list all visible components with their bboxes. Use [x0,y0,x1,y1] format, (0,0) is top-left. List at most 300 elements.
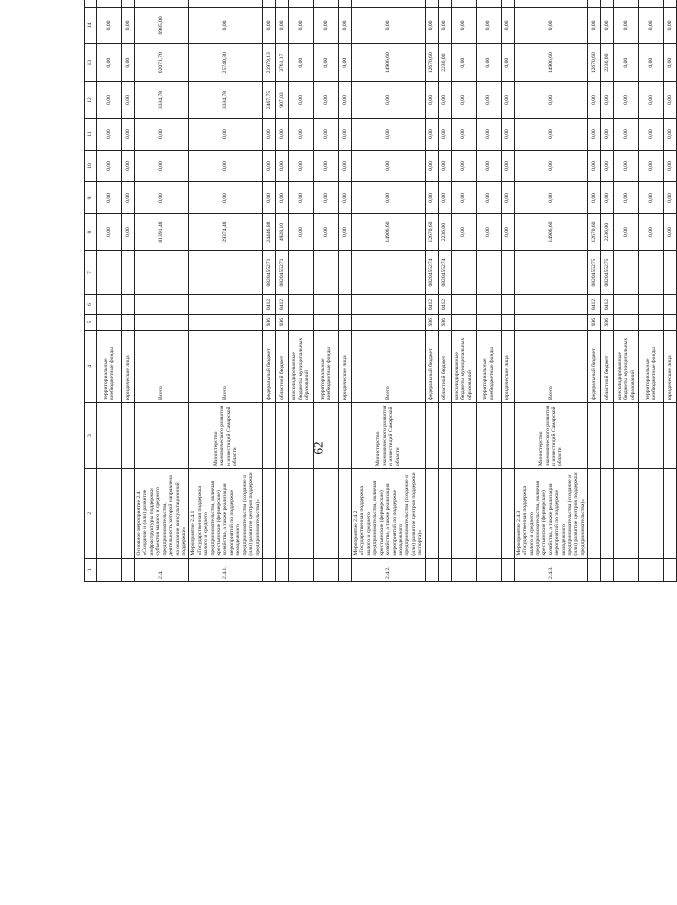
table-cell [276,0,289,7]
table-cell [189,250,263,295]
table-cell [263,558,276,581]
table-cell: 4928,10 [276,214,289,250]
table-cell: 0,00 [639,82,664,118]
table-cell [476,469,501,559]
table-cell [451,403,476,469]
table-cell: 0,00 [514,118,588,150]
table-cell [476,0,501,7]
table-cell: территориальные внебюджетные фонды [314,330,339,402]
table-row [352,0,426,582]
table-row [189,0,263,582]
table-cell [614,469,639,559]
table-cell: 907,03 [276,82,289,118]
table-cell [339,295,352,314]
table-cell: 2.4.1. [189,558,263,581]
table-cell: 0,00 [514,182,588,214]
column-number-header: 5 [85,314,97,330]
table-cell: 6985,00 [135,7,189,43]
table-cell [135,250,189,295]
table-cell: 0,00 [135,118,189,150]
table-cell: 0,00 [451,44,476,82]
table-cell [639,0,664,7]
table-cell [122,295,135,314]
table-cell: юридические лица [339,330,352,402]
table-cell: 0412 [263,295,276,314]
table-cell [664,0,677,7]
table-cell: 0,00 [263,7,276,43]
column-number-header: 4 [85,330,97,402]
table-cell [289,295,314,314]
table-cell: 0,00 [501,7,514,43]
table-cell: 29374,48 [189,214,263,250]
table-cell: 0,00 [451,82,476,118]
table-cell: 2236,00 [601,44,614,82]
table-cell [122,558,135,581]
table-cell: 12670,60 [425,44,438,82]
table-cell: Мероприятие 2.4.1 «Государственная поддержка малого и среднего предпринимательства, включая крестьянские (фермерские) хозяйства, а также реализация мероприятий по поддержке молодежного предпринимательства (создание и (или) развитие центров поддержки предпринимательства)» [189,469,263,559]
table-cell: 0,00 [97,7,122,43]
table-cell [352,250,426,295]
table-cell: 0,00 [501,82,514,118]
table-cell [501,314,514,330]
table-cell [339,314,352,330]
table-cell [352,295,426,314]
table-cell: Всего [189,330,263,402]
table-cell [614,558,639,581]
table-cell: 0,00 [339,182,352,214]
table-cell: 0,00 [314,150,339,182]
table-cell [451,295,476,314]
table-cell [476,558,501,581]
table-cell: 0,00 [501,182,514,214]
table-cell: 0412 [438,295,451,314]
table-cell [289,250,314,295]
table-cell [289,314,314,330]
table-cell [122,250,135,295]
table-cell: 0,00 [501,44,514,82]
table-cell: 0,00 [639,44,664,82]
table-cell: 0820455274 [438,250,451,295]
table-cell [501,558,514,581]
table-cell [614,0,639,7]
table-cell: 0412 [601,295,614,314]
table-cell: 3334,78 [189,82,263,118]
table-cell [263,469,276,559]
table-cell: Всего [135,330,189,402]
table-cell: 0,00 [514,82,588,118]
table-cell: 0,00 [438,82,451,118]
table-row [501,0,514,582]
table-cell [314,295,339,314]
table-cell: 0,00 [263,182,276,214]
table-row [639,0,664,582]
table-cell: 0,00 [289,214,314,250]
table-cell [314,403,339,469]
table-row [135,0,189,582]
table-cell [601,0,614,7]
table-cell [97,295,122,314]
table-cell: 0,00 [476,44,501,82]
table-cell: 0,00 [189,7,263,43]
table-cell: 0,00 [122,7,135,43]
table-cell [97,469,122,559]
table-cell: 0820455275 [601,250,614,295]
table-cell: юридические лица [122,330,135,402]
table-cell: 21979,13 [263,44,276,82]
table-cell: 0,00 [339,7,352,43]
table-cell: 936 [588,314,601,330]
table-cell: 0,00 [639,7,664,43]
table-cell [189,295,263,314]
table-cell: 0,00 [425,182,438,214]
table-cell: 0,00 [122,150,135,182]
table-cell: 0,00 [438,150,451,182]
table-row [263,0,276,582]
table-cell: 0820455271 [276,250,289,295]
table-cell: 0,00 [614,7,639,43]
table-cell: 0,00 [352,82,426,118]
table-cell: 0,00 [451,150,476,182]
table-cell: 0,00 [664,182,677,214]
table-cell: 0,00 [122,182,135,214]
table-cell: 0,00 [639,150,664,182]
table-cell: 936 [263,314,276,330]
table-cell [122,403,135,469]
table-cell [314,314,339,330]
table-cell [639,250,664,295]
table-cell: 0,00 [614,44,639,82]
table-cell [135,403,189,469]
table-cell [664,314,677,330]
table-cell [514,295,588,314]
table-cell: 0,00 [664,118,677,150]
table-cell: 0,00 [425,118,438,150]
table-cell: 0,00 [614,214,639,250]
table-cell [339,250,352,295]
table-cell [97,314,122,330]
table-cell: 0,00 [425,82,438,118]
table-cell: 0,00 [352,182,426,214]
table-cell: 0,00 [639,214,664,250]
table-cell [588,558,601,581]
table-cell [514,250,588,295]
table-cell [476,403,501,469]
table-cell: 0,00 [451,7,476,43]
table-cell: 0,00 [664,150,677,182]
table-cell: 0,00 [664,7,677,43]
table-cell: 0,00 [314,118,339,150]
table-cell: 0,00 [614,182,639,214]
table-row [97,0,122,582]
table-cell: 0,00 [664,44,677,82]
table-cell: 0,00 [122,44,135,82]
table-cell: 14906,60 [352,44,426,82]
table-cell [339,558,352,581]
table-cell: 81391,48 [135,214,189,250]
table-cell [122,314,135,330]
table-cell: 0,00 [289,118,314,150]
table-cell [122,0,135,7]
table-cell: 0,00 [263,118,276,150]
table-cell: 0,00 [639,182,664,214]
table-cell [339,469,352,559]
table-cell [438,403,451,469]
table-cell: 2467,75 [263,82,276,118]
table-cell: 0,00 [425,7,438,43]
table-cell: 0412 [425,295,438,314]
column-number-header: 12 [85,82,97,118]
column-number-header: 3 [85,403,97,469]
table-cell: 14906,60 [352,214,426,250]
table-cell: 0,00 [476,214,501,250]
table-cell: 0820455274 [425,250,438,295]
table-row [314,0,339,582]
table-cell [97,0,122,7]
table-cell [639,469,664,559]
table-cell: 2236,00 [438,44,451,82]
table-cell [451,0,476,7]
table-cell [135,295,189,314]
table-cell: 936 [438,314,451,330]
table-cell: 0,00 [314,214,339,250]
table-row [425,0,438,582]
table-cell: 0,00 [135,182,189,214]
table-cell: Министерство экономического развития и инвестиций Самарской области [352,403,426,469]
table-cell: 25740,30 [189,44,263,82]
table-cell [501,469,514,559]
table-cell: 2236,00 [601,214,614,250]
table-cell: консолидированные бюджеты муниципальных образований [451,330,476,402]
table-cell [514,0,588,7]
column-number-header: 1 [85,558,97,581]
table-cell: 12670,60 [425,214,438,250]
table-cell [352,314,426,330]
table-row [122,0,135,582]
table-cell: 2236,00 [438,214,451,250]
table-cell: 0,00 [601,118,614,150]
table-cell [639,295,664,314]
table-cell: 0,00 [289,150,314,182]
column-number-header: 13 [85,44,97,82]
table-cell: 0,00 [588,118,601,150]
table-cell: областной бюджет [438,330,451,402]
table-cell [601,469,614,559]
table-row [451,0,476,582]
table-cell [314,0,339,7]
table-cell: областной бюджет [601,330,614,402]
page-number: 62 [310,441,326,455]
table-cell: 0,00 [276,182,289,214]
table-cell [339,403,352,469]
table-row [614,0,639,582]
column-number-header: 8 [85,214,97,250]
table-cell [314,250,339,295]
table-cell: 0,00 [189,118,263,150]
table-cell: 0,00 [614,118,639,150]
table-cell [314,469,339,559]
table-cell [189,0,263,7]
table-cell: 0,00 [588,150,601,182]
table-cell [314,558,339,581]
table-cell: 0,00 [122,118,135,150]
table-cell [276,558,289,581]
table-cell: 0,00 [601,7,614,43]
table-cell: 2.4. [135,558,189,581]
table-cell [451,250,476,295]
budget-table [84,0,677,582]
column-number-header [85,0,97,7]
table-cell [263,0,276,7]
table-row [339,0,352,582]
table-cell: 0820455275 [588,250,601,295]
table-cell: 14906,60 [514,214,588,250]
table-cell: 0,00 [438,182,451,214]
table-cell [614,295,639,314]
table-cell: территориальные внебюджетные фонды [639,330,664,402]
table-cell [614,403,639,469]
table-cell: 0,00 [135,150,189,182]
table-cell [501,295,514,314]
table-cell: 3334,78 [135,82,189,118]
table-cell: Основное мероприятие 2.4 «Создание и (или) развитие инфраструктуры поддержки субъектов малого и среднего предпринимательства, деятельность которой направлена на оказание консультационной поддержки» [135,469,189,559]
table-cell: 0,00 [339,82,352,118]
table-cell [189,314,263,330]
table-row [438,0,451,582]
table-cell: 0,00 [476,150,501,182]
table-cell: консолидированные бюджеты муниципальных образований [289,330,314,402]
table-cell: 0,00 [289,182,314,214]
table-cell [438,469,451,559]
table-cell: 24446,88 [263,214,276,250]
column-number-header: 9 [85,182,97,214]
table-cell: Всего [352,330,426,402]
table-cell: 0,00 [289,44,314,82]
table-cell: Всего [514,330,588,402]
table-row [588,0,601,582]
table-cell: 0,00 [339,44,352,82]
table-cell: 0,00 [476,82,501,118]
table-cell: 0,00 [588,7,601,43]
table-row [664,0,677,582]
table-cell: 0,00 [501,214,514,250]
table-cell: юридические лица [501,330,514,402]
table-cell: 0,00 [263,150,276,182]
table-cell [501,250,514,295]
table-cell [122,469,135,559]
table-cell: 0,00 [314,182,339,214]
table-row [476,0,501,582]
table-cell: 0,00 [289,82,314,118]
table-cell: юридические лица [664,330,677,402]
table-wrapper [84,0,674,582]
table-cell: 0,00 [425,150,438,182]
table-cell: 62071,70 [135,44,189,82]
table-cell: 0412 [588,295,601,314]
table-row [276,0,289,582]
table-cell [476,314,501,330]
table-cell [664,295,677,314]
column-number-header: 10 [85,150,97,182]
table-cell: 0,00 [514,150,588,182]
table-cell: федеральный бюджет [425,330,438,402]
table-cell: 0,00 [339,118,352,150]
table-cell [588,0,601,7]
table-cell: 0,00 [588,82,601,118]
table-cell [476,295,501,314]
table-cell [664,250,677,295]
table-cell [276,469,289,559]
table-cell: 0,00 [189,182,263,214]
table-cell: 0,00 [97,118,122,150]
table-cell: 0,00 [476,118,501,150]
rotated-table-frame [84,16,674,846]
table-cell [664,558,677,581]
column-number-header: 7 [85,250,97,295]
table-cell [664,403,677,469]
table-cell [289,558,314,581]
table-cell: 0,00 [588,182,601,214]
table-cell [135,314,189,330]
table-cell [425,558,438,581]
table-cell: федеральный бюджет [588,330,601,402]
table-cell: 2.4.3. [514,558,588,581]
table-cell [639,403,664,469]
table-cell [501,0,514,7]
table-cell: 0,00 [97,214,122,250]
table-cell [289,469,314,559]
table-cell: 0,00 [451,182,476,214]
table-cell [588,469,601,559]
table-cell: 2.4.2. [352,558,426,581]
table-cell: 0,00 [601,82,614,118]
table-cell: 0,00 [276,150,289,182]
table-cell [451,469,476,559]
table-body [97,0,677,582]
table-cell [451,558,476,581]
table-cell: 0,00 [314,82,339,118]
table-cell [97,250,122,295]
table-cell: 936 [276,314,289,330]
table-cell: 0,00 [314,7,339,43]
table-cell [614,314,639,330]
table-cell: 0,00 [289,7,314,43]
table-cell [614,250,639,295]
table-cell: 0,00 [476,7,501,43]
column-number-header: 14 [85,7,97,43]
table-cell [352,0,426,7]
table-cell: 0,00 [639,118,664,150]
table-cell: 0,00 [501,150,514,182]
table-cell [425,0,438,7]
table-cell: 0,00 [314,44,339,82]
table-row [514,0,588,582]
table-cell: 0,00 [601,150,614,182]
table-cell: 0,00 [276,118,289,150]
table-cell: Министерство экономического развития и инвестиций Самарской области [189,403,263,469]
table-cell: 0,00 [476,182,501,214]
table-cell: консолидированные бюджеты муниципальных образований [614,330,639,402]
table-cell: 0,00 [451,118,476,150]
table-cell: 0,00 [614,82,639,118]
table-cell: территориальные внебюджетные фонды [97,330,122,402]
table-cell: 0,00 [614,150,639,182]
table-cell: 0,00 [438,7,451,43]
table-cell [289,403,314,469]
column-number-header: 11 [85,118,97,150]
table-cell [425,469,438,559]
table-cell: 0,00 [352,150,426,182]
table-row [601,0,614,582]
